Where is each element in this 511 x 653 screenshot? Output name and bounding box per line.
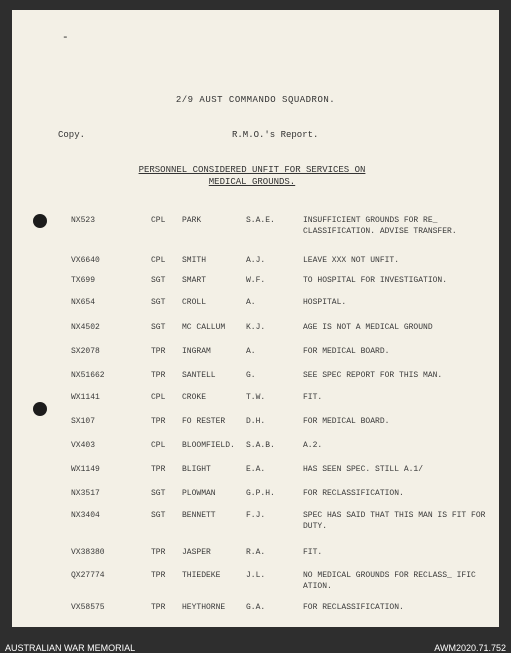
rank: CPL bbox=[151, 393, 166, 402]
reason: HOSPITAL. bbox=[303, 298, 347, 307]
reason: FIT. bbox=[303, 393, 323, 402]
rank: TPR bbox=[151, 465, 166, 474]
reason: SPEC HAS SAID THAT THIS MAN IS FIT FOR DUTY. bbox=[303, 511, 486, 531]
reason: INSUFFICIENT GROUNDS FOR RE_ CLASSIFICATION. ADVISE TRANSFER. bbox=[303, 216, 457, 236]
rank: SGT bbox=[151, 511, 166, 520]
surname: CROKE bbox=[182, 393, 207, 402]
reason: NO MEDICAL GROUNDS FOR RECLASS_ IFIC ATION. bbox=[303, 571, 476, 591]
service-number: VX6640 bbox=[71, 256, 100, 265]
reason: FOR RECLASSIFICATION. bbox=[303, 603, 404, 612]
surname: SMART bbox=[182, 276, 207, 285]
service-number: TX699 bbox=[71, 276, 96, 285]
initials: G.P.H. bbox=[246, 489, 275, 498]
surname: PLOWMAN bbox=[182, 489, 216, 498]
punch-hole-bottom bbox=[33, 402, 47, 416]
reason: TO HOSPITAL FOR INVESTIGATION. bbox=[303, 276, 448, 285]
service-number: WX1149 bbox=[71, 465, 100, 474]
service-number: NX654 bbox=[71, 298, 96, 307]
surname: BLIGHT bbox=[182, 465, 211, 474]
section-heading: PERSONNEL CONSIDERED UNFIT FOR SERVICES ON MEDICAL GROUNDS. bbox=[138, 165, 366, 187]
surname: SMITH bbox=[182, 256, 207, 265]
initials: R.A. bbox=[246, 548, 266, 557]
service-number: SX107 bbox=[71, 417, 96, 426]
service-number: NX523 bbox=[71, 216, 96, 225]
footer-bar bbox=[0, 629, 511, 653]
rank: TPR bbox=[151, 417, 166, 426]
rank: TPR bbox=[151, 603, 166, 612]
rank: CPL bbox=[151, 256, 166, 265]
service-number: VX403 bbox=[71, 441, 96, 450]
surname: BENNETT bbox=[182, 511, 216, 520]
reason: HAS SEEN SPEC. STILL A.1/ bbox=[303, 465, 424, 474]
footer-institution: AUSTRALIAN WAR MEMORIAL bbox=[5, 643, 136, 653]
initials: A. bbox=[246, 347, 256, 356]
reason: FOR MEDICAL BOARD. bbox=[303, 417, 390, 426]
service-number: VX58575 bbox=[71, 603, 105, 612]
initials: A. bbox=[246, 298, 256, 307]
surname: BLOOMFIELD. bbox=[182, 441, 235, 450]
initials: G. bbox=[246, 371, 256, 380]
surname: THIEDEKE bbox=[182, 571, 221, 580]
rank: TPR bbox=[151, 371, 166, 380]
reason: A.2. bbox=[303, 441, 323, 450]
rank: SGT bbox=[151, 298, 166, 307]
initials: S.A.E. bbox=[246, 216, 275, 225]
footer-accession: AWM2020.71.752 bbox=[434, 643, 506, 653]
service-number: NX3404 bbox=[71, 511, 100, 520]
rank: SGT bbox=[151, 489, 166, 498]
reason: SEE SPEC REPORT FOR THIS MAN. bbox=[303, 371, 443, 380]
surname: CROLL bbox=[182, 298, 207, 307]
initials: A.J. bbox=[246, 256, 266, 265]
report-title: R.M.O.'s Report. bbox=[232, 130, 319, 140]
surname: JASPER bbox=[182, 548, 211, 557]
surname: MC CALLUM bbox=[182, 323, 226, 332]
document-page bbox=[12, 10, 499, 627]
service-number: NX51662 bbox=[71, 371, 105, 380]
initials: K.J. bbox=[246, 323, 266, 332]
initials: S.A.B. bbox=[246, 441, 275, 450]
service-number: WX1141 bbox=[71, 393, 100, 402]
reason: FOR MEDICAL BOARD. bbox=[303, 347, 390, 356]
surname: FO RESTER bbox=[182, 417, 226, 426]
copy-label: Copy. bbox=[58, 130, 86, 140]
surname: SANTELL bbox=[182, 371, 216, 380]
initials: F.J. bbox=[246, 511, 266, 520]
reason: FIT. bbox=[303, 548, 323, 557]
rank: CPL bbox=[151, 216, 166, 225]
rank: SGT bbox=[151, 323, 166, 332]
initials: D.H. bbox=[246, 417, 266, 426]
initials: E.A. bbox=[246, 465, 266, 474]
reason: LEAVE XXX NOT UNFIT. bbox=[303, 256, 400, 265]
corner-mark: - bbox=[62, 32, 68, 44]
surname: PARK bbox=[182, 216, 202, 225]
surname: INGRAM bbox=[182, 347, 211, 356]
reason: FOR RECLASSIFICATION. bbox=[303, 489, 404, 498]
rank: TPR bbox=[151, 548, 166, 557]
initials: T.W. bbox=[246, 393, 266, 402]
service-number: SX2078 bbox=[71, 347, 100, 356]
initials: G.A. bbox=[246, 603, 266, 612]
rank: TPR bbox=[151, 347, 166, 356]
service-number: NX4502 bbox=[71, 323, 100, 332]
service-number: NX3517 bbox=[71, 489, 100, 498]
service-number: QX27774 bbox=[71, 571, 105, 580]
rank: CPL bbox=[151, 441, 166, 450]
punch-hole-top bbox=[33, 214, 47, 228]
surname: HEYTHORNE bbox=[182, 603, 226, 612]
rank: SGT bbox=[151, 276, 166, 285]
reason: AGE IS NOT A MEDICAL GROUND bbox=[303, 323, 433, 332]
initials: J.L. bbox=[246, 571, 266, 580]
initials: W.F. bbox=[246, 276, 266, 285]
service-number: VX38380 bbox=[71, 548, 105, 557]
rank: TPR bbox=[151, 571, 166, 580]
document-title: 2/9 AUST COMMANDO SQUADRON. bbox=[175, 95, 336, 105]
